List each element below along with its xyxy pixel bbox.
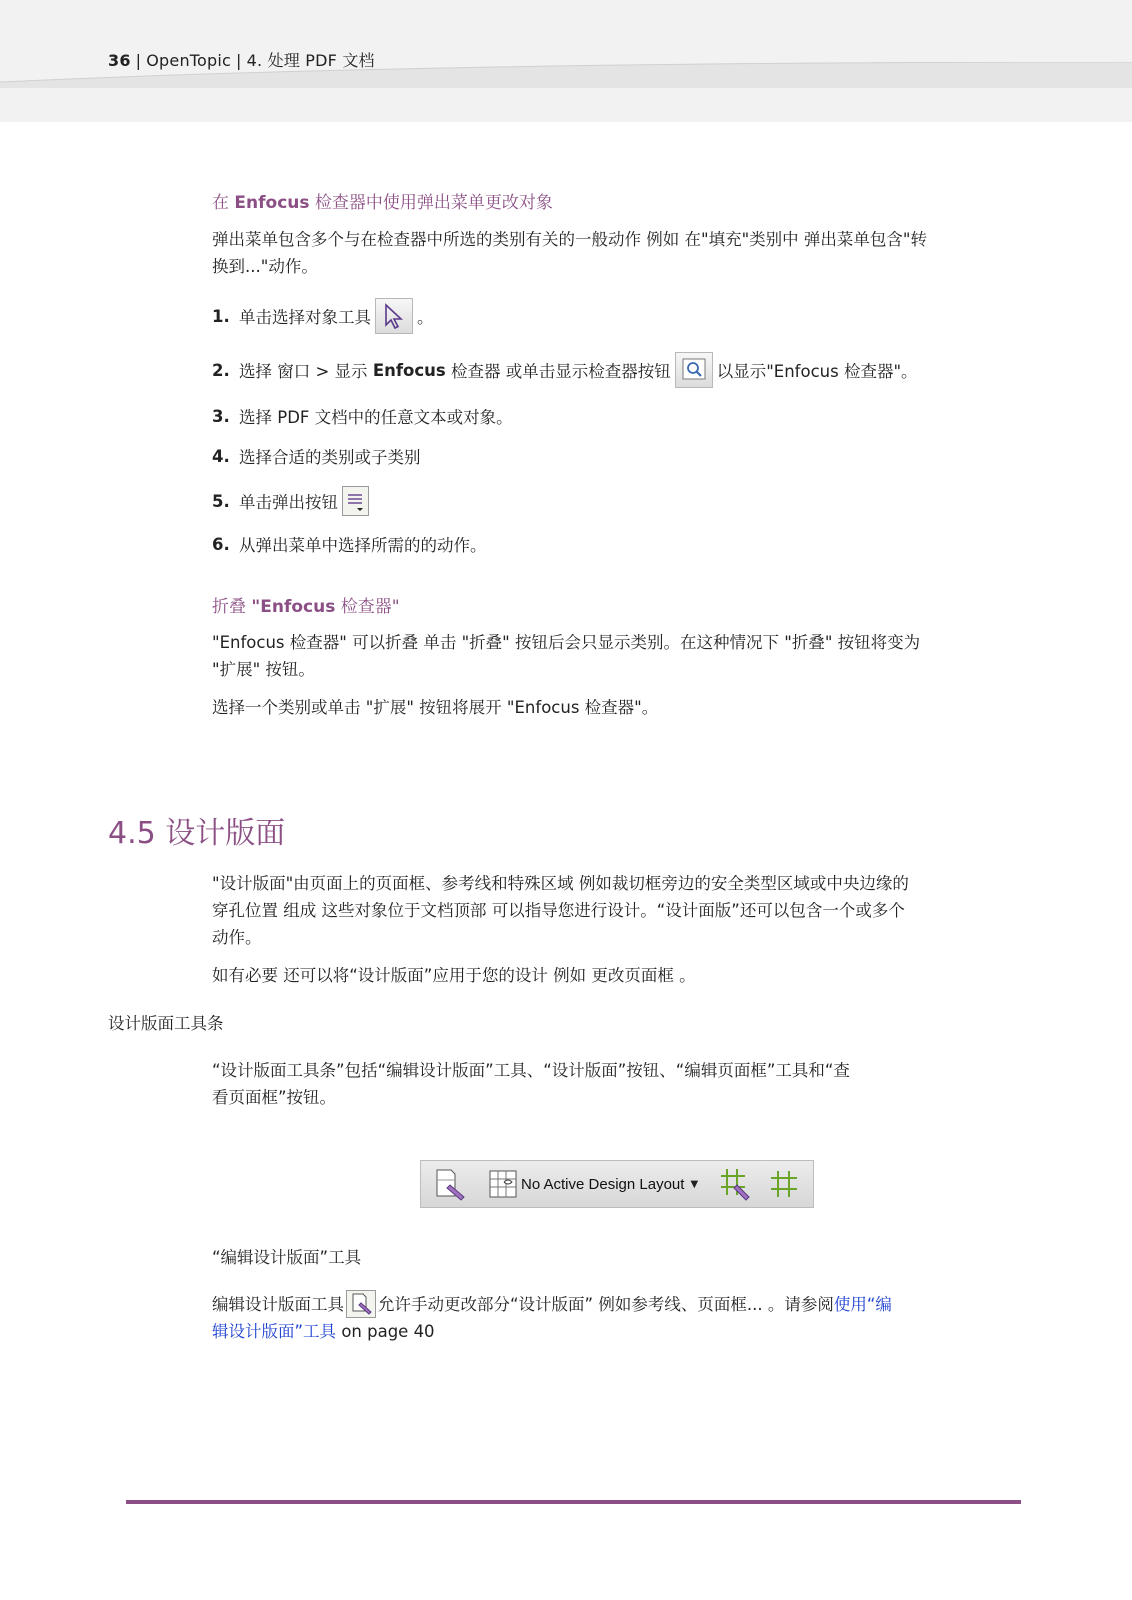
edit-page-box-tool-icon[interactable] (718, 1166, 752, 1202)
design-paragraph-2: 如有必要 还可以将“设计版面”应用于您的设计 例如 更改页面框 。 (212, 966, 696, 985)
edit-tool-paragraph: 编辑设计版面工具 允许手动更改部分“设计版面” 例如参考线、页面框... 。请参阅 使用“编 辑设计版面”工具 on page 40 (212, 1290, 1022, 1345)
step-2: 2. 选择 窗口 > 显示 Enfocus 检查器 或单击显示检查器按钮 以显示"Enfocus 检查器"。 (212, 352, 918, 388)
collapse-paragraph-1: "Enfocus 检查器" 可以折叠 单击 "折叠" 按钮后会只显示类别。在这种情况下 "折叠" 按钮将变为 "扩展" 按钮。 (212, 633, 921, 679)
toolbar-heading: 设计版面工具条 (108, 1014, 224, 1033)
dropdown-arrow-icon[interactable]: ▼ (690, 1178, 699, 1190)
step-5: 5. 单击弹出按钮 (212, 486, 373, 516)
popup-intro: 弹出菜单包含多个与在检查器中所选的类别有关的一般动作 例如 在"填充"类别中 弹出菜单包含"转 换到..."动作。 (212, 230, 928, 276)
chapter-title: 4. 处理 PDF 文档 (246, 51, 375, 70)
design-layout-toolbar (420, 1160, 814, 1208)
step-4: 4. 选择合适的类别或子类别 (212, 446, 421, 467)
step-1: 1. 单击选择对象工具 。 (212, 298, 434, 334)
collapse-paragraph-2: 选择一个类别或单击 "扩展" 按钮将展开 "Enfocus 检查器"。 (212, 698, 659, 717)
view-page-box-button-icon[interactable] (768, 1168, 800, 1200)
collapse-section-title: 折叠 "Enfocus 检查器" (212, 597, 400, 617)
design-layout-grid-icon[interactable] (487, 1168, 519, 1200)
edit-tool-heading: “编辑设计版面”工具 (212, 1248, 362, 1267)
page-reference: on page 40 (341, 1322, 435, 1341)
popup-section-title: 在 Enfocus 检查器中使用弹出菜单更改对象 (212, 193, 553, 213)
show-inspector-button-icon[interactable] (675, 352, 713, 388)
design-paragraph-1: "设计版面"由页面上的页面框、参考线和特殊区域 例如裁切框旁边的安全类型区域或中央边缘的 穿孔位置 组成 这些对象位于文档顶部 可以指导您进行设计。“设计面版”还可以包含一个或多个 动作。 (212, 874, 909, 947)
page-number: 36 (108, 51, 131, 70)
product-name: OpenTopic (146, 51, 232, 70)
step-6: 6. 从弹出菜单中选择所需的的动作。 (212, 534, 487, 555)
step-3: 3. 选择 PDF 文档中的任意文本或对象。 (212, 406, 513, 427)
section-heading-4-5: 4.5 设计版面 (108, 816, 286, 851)
edit-design-layout-small-icon (346, 1290, 376, 1318)
design-layout-dropdown[interactable]: No Active Design Layout (521, 1175, 685, 1193)
running-head: 36 | OpenTopic | 4. 处理 PDF 文档 (108, 51, 375, 70)
toolbar-paragraph: “设计版面工具条”包括“编辑设计版面”工具、“设计版面”按钮、“编辑页面框”工具和“查 看页面框”按钮。 (212, 1061, 850, 1107)
edit-design-layout-link[interactable]: 使用“编 (833, 1294, 892, 1314)
edit-design-layout-tool-icon[interactable] (433, 1166, 467, 1202)
select-object-tool-icon[interactable] (375, 298, 413, 334)
edit-design-layout-link-cont[interactable]: 辑设计版面”工具 (212, 1322, 337, 1341)
popup-menu-button-icon[interactable] (342, 486, 369, 516)
footer-rule (126, 1500, 1021, 1504)
